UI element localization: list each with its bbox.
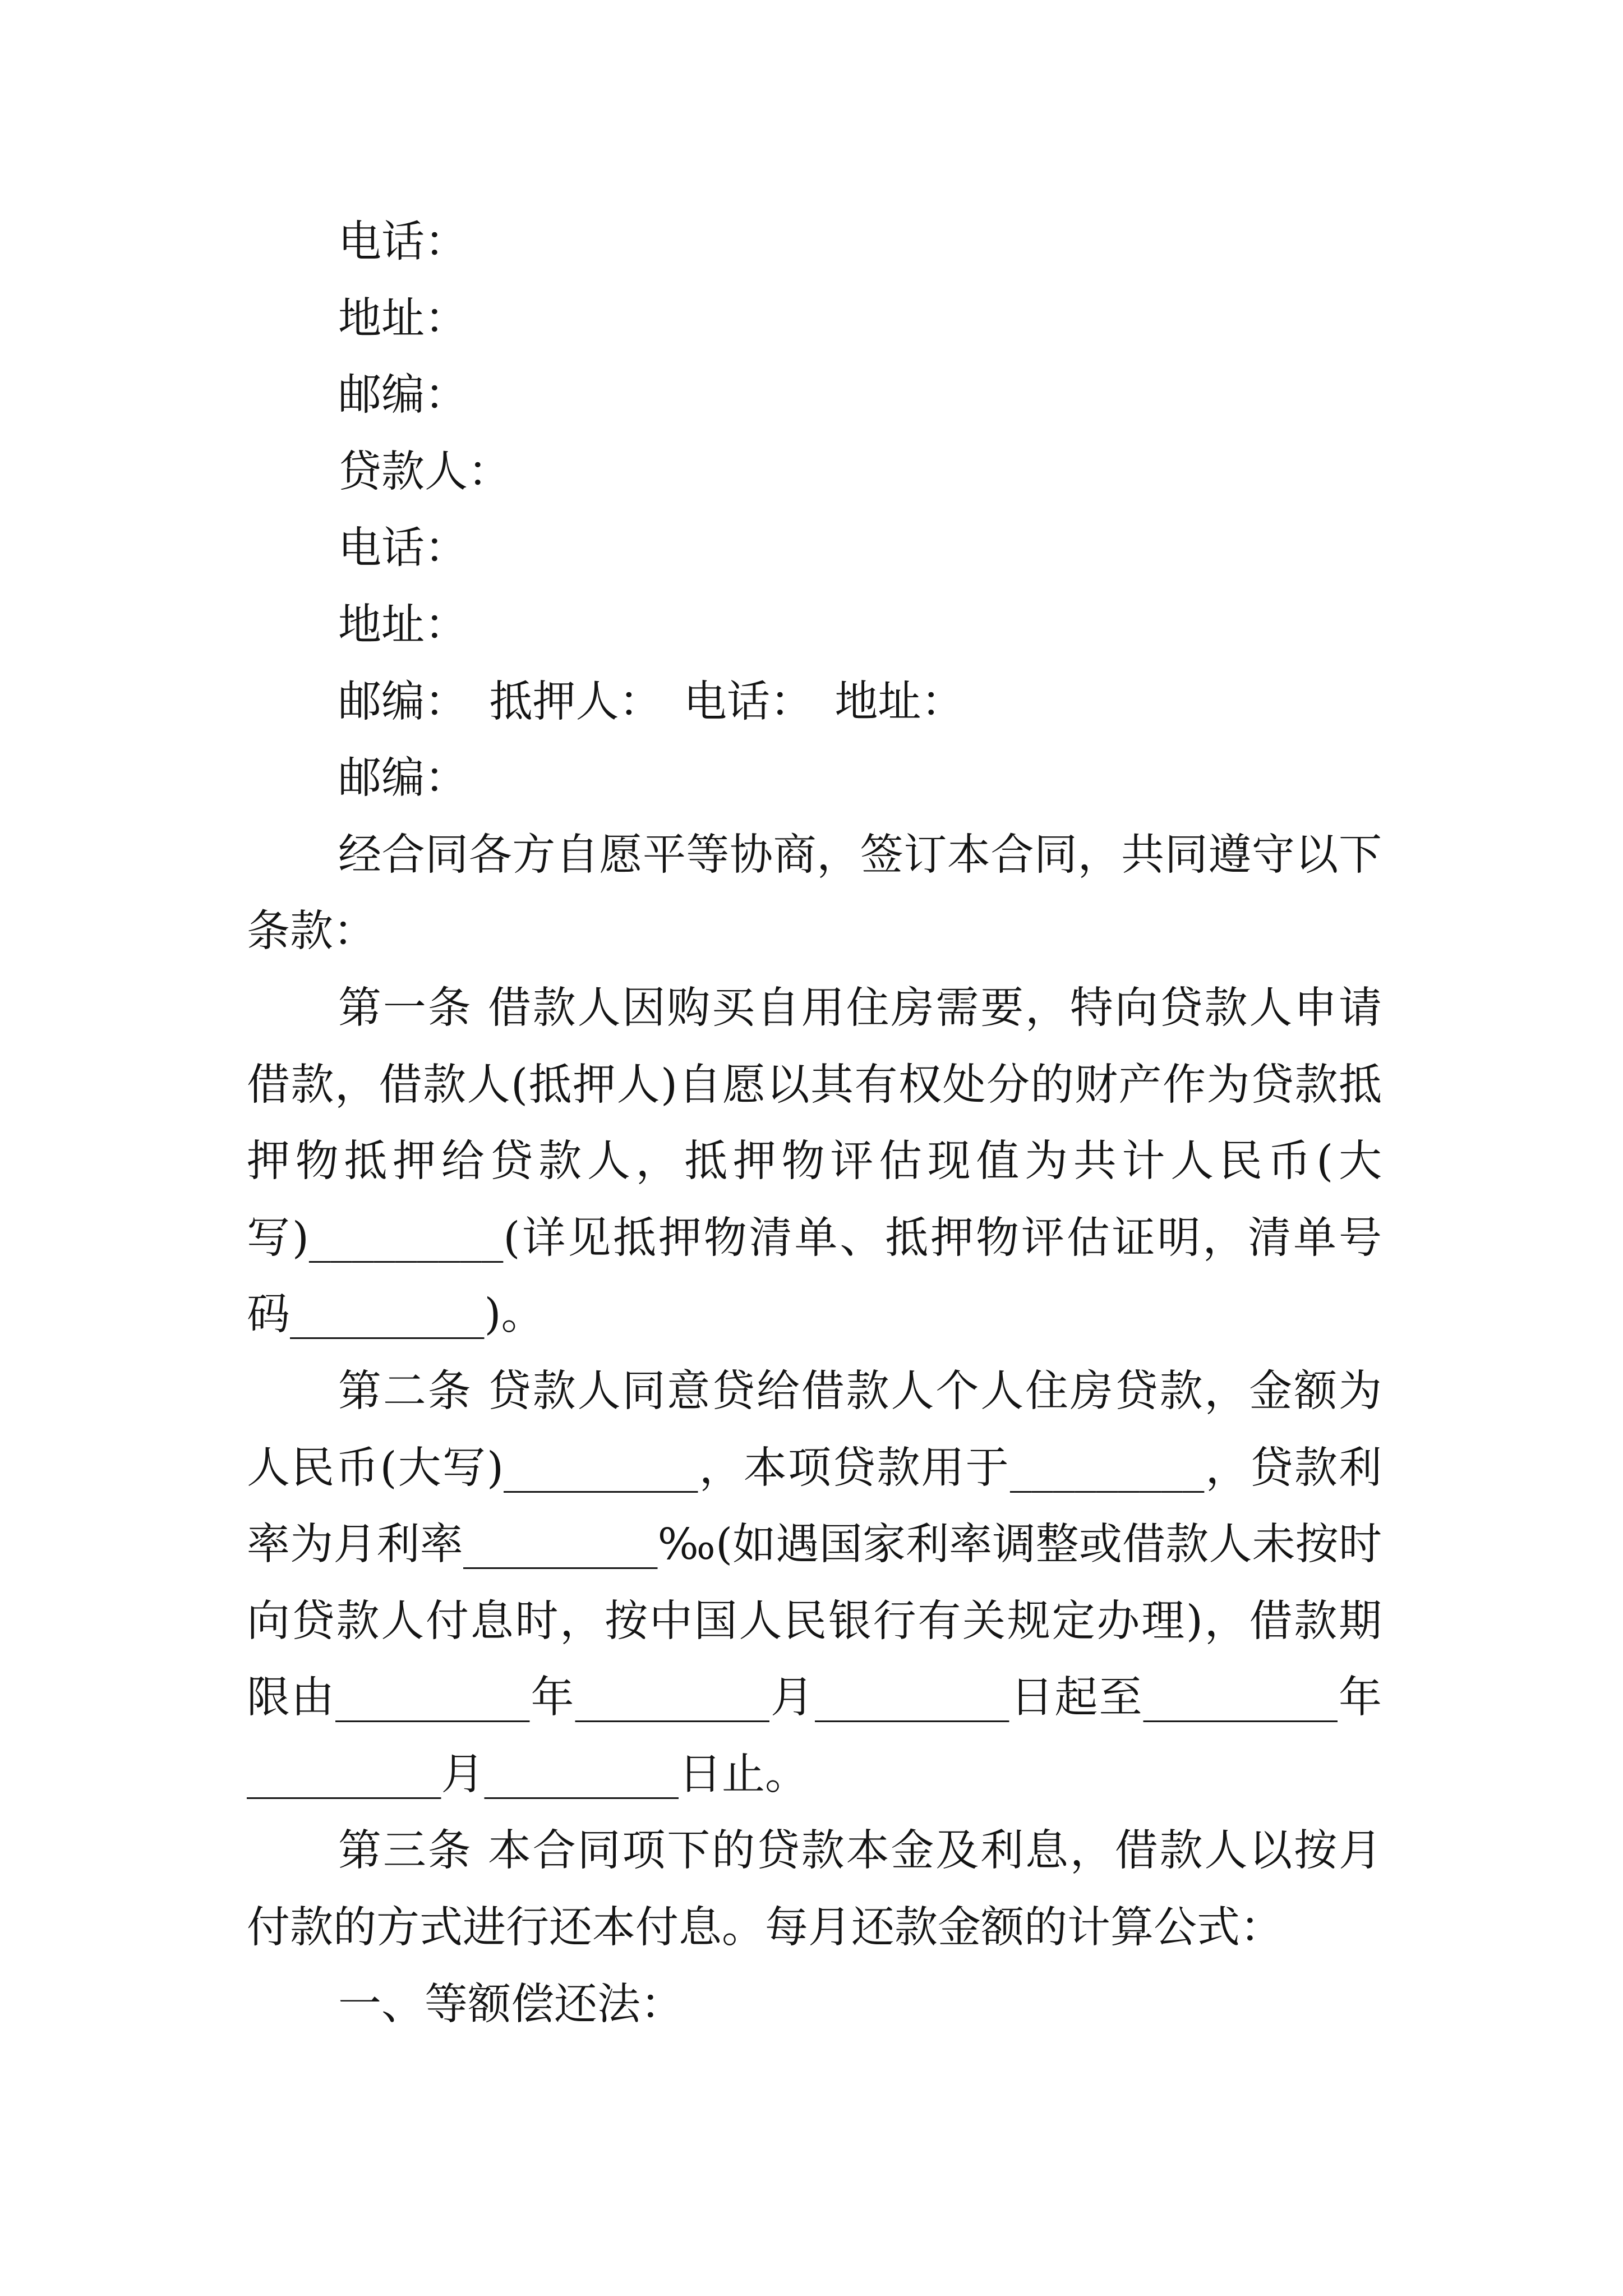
article-2-line-4: 向贷款人付息时，按中国人民银行有关规定办理)，借款期 — [247, 1596, 1382, 1646]
lender-address-line: 地址： — [338, 600, 468, 650]
mortgagor-info-line: 邮编： 抵押人： 电话： 地址： — [338, 677, 965, 727]
mortgagor-postcode-line: 邮编： — [338, 753, 468, 804]
borrower-postcode-line: 邮编： — [338, 370, 468, 421]
article-1-line-1: 第一条 借款人因购买自用住房需要，特向贷款人申请 — [338, 983, 1382, 1033]
lender-line: 贷款人： — [338, 447, 511, 497]
lender-phone-line: 电话： — [338, 523, 468, 574]
repayment-method-heading: 一、等额偿还法： — [338, 1979, 684, 2030]
article-3-line-2: 付款的方式进行还本付息。每月还款金额的计算公式： — [247, 1903, 1283, 1953]
preamble-line-2: 条款： — [247, 907, 376, 957]
article-2-line-2: 人民币(大写)_________，本项贷款用于_________，贷款利 — [247, 1443, 1382, 1493]
article-2-line-1: 第二条 贷款人同意贷给借款人个人住房贷款，金额为 — [338, 1366, 1382, 1416]
article-1-line-3: 押物抵押给贷款人，抵押物评估现值为共计人民币(大 — [247, 1137, 1382, 1187]
borrower-phone-line: 电话： — [338, 217, 468, 267]
borrower-address-line: 地址： — [338, 293, 468, 344]
article-1-line-2: 借款，借款人(抵押人)自愿以其有权处分的财产作为贷款抵 — [247, 1060, 1382, 1110]
article-2-line-3: 率为月利率_________‰(如遇国家利率调整或借款人未按时 — [247, 1520, 1382, 1570]
contract-body — [247, 204, 1382, 2043]
article-1-line-5: 码_________)。 — [247, 1290, 545, 1340]
preamble-line-1: 经合同各方自愿平等协商，签订本合同，共同遵守以下 — [338, 830, 1382, 880]
article-3-line-1: 第三条 本合同项下的贷款本金及利息，借款人以按月 — [338, 1826, 1382, 1876]
article-2-line-6: _________月_________日止。 — [247, 1749, 808, 1800]
article-1-line-4: 写)_________(详见抵押物清单、抵押物评估证明，清单号 — [247, 1213, 1382, 1263]
article-2-line-5: 限由_________年_________月_________日起至_________年 — [247, 1673, 1382, 1723]
